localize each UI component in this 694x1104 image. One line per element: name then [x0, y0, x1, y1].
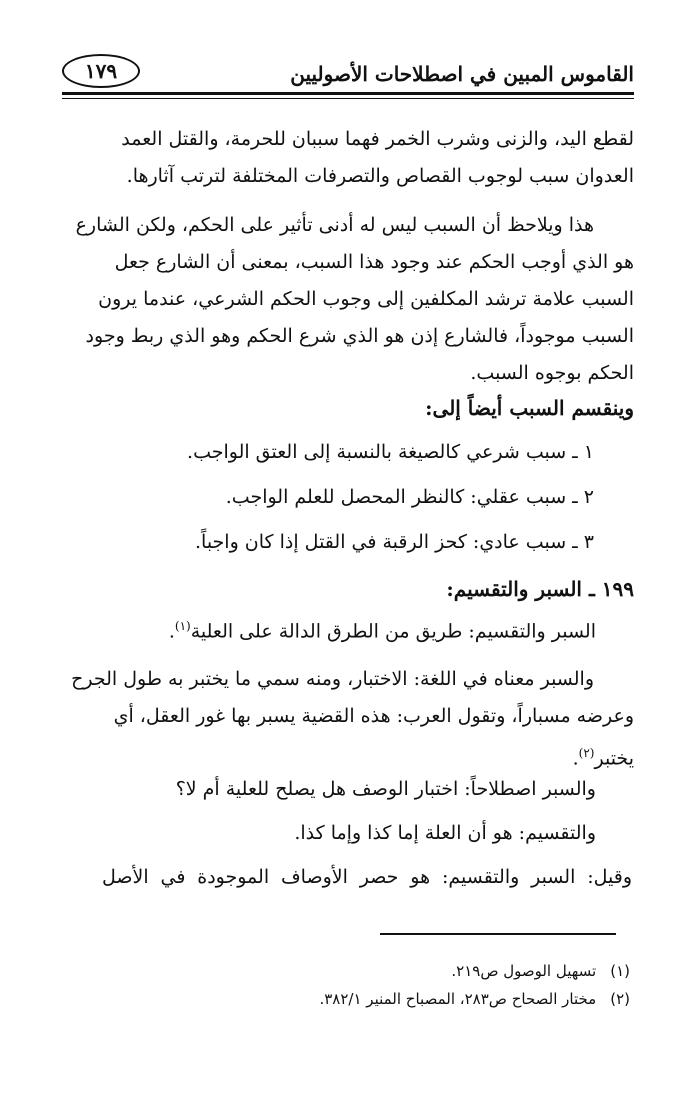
footnote-number: (٢) — [610, 990, 630, 1008]
paragraph-cutting-hand — [60, 121, 634, 195]
linguistic-end: . — [572, 747, 579, 770]
definition-line — [169, 619, 596, 642]
footnote-ref-1: (١) — [174, 619, 191, 633]
technical-sabr-line: والسبر اصطلاحاً: اختبار الوصف هل يصلح للعلية أم لا؟ — [175, 778, 596, 800]
definition-text: السبر والتقسيم: طريق من الطرق الدالة على العلية — [190, 620, 596, 643]
footnote-text: تسهيل الوصول ص٢١٩. — [451, 962, 597, 980]
header-rule-thick — [62, 92, 634, 95]
text-line: السبب موجوداً، فالشارع إذن هو الذي شرع الحكم وهو الذي ربط وجود — [85, 325, 634, 347]
division-item: ٣ ـ سبب عادي: كحز الرقبة في القتل إذا كان واجباً. — [195, 531, 594, 553]
page-number-badge: ١٧٩ — [62, 54, 140, 88]
page-header — [62, 52, 634, 92]
header-rule-thin — [62, 98, 634, 99]
entry-heading-sabr-taqsim: ١٩٩ ـ السبر والتقسيم: — [446, 577, 634, 601]
running-title: القاموس المبين في اصطلاحات الأصوليين — [290, 62, 634, 86]
technical-taqsim-line: والتقسيم: هو أن العلة إما كذا وإما كذا. — [294, 822, 596, 844]
definition-end: . — [168, 620, 175, 643]
text-line: العدوان سبب لوجوب القصاص والتصرفات المختلفة لترتب آثارها. — [126, 165, 634, 187]
division-heading: وينقسم السبب أيضاً إلى: — [425, 396, 634, 420]
text-line: هو الذي أوجب الحكم عند وجود هذا السبب، بمعنى أن الشارع جعل — [114, 251, 634, 273]
text-line: وعرضه مسباراً، وتقول العرب: هذه القضية يسبر بها غور العقل، أي — [113, 705, 634, 727]
text-line: والسبر معناه في اللغة: الاختبار، ومنه سمي ما يختبر به طول الجرح — [71, 668, 594, 690]
footnote-1 — [451, 962, 630, 980]
text-line: هذا ويلاحظ أن السبب ليس له أدنى تأثير على الحكم، ولكن الشارع — [75, 214, 594, 236]
division-item: ١ ـ سبب شرعي كالصيغة بالنسبة إلى العتق الواجب. — [187, 441, 594, 463]
paragraph-cause-no-effect — [60, 207, 634, 392]
footnote-number: (١) — [610, 962, 630, 980]
footnote-text: مختار الصحاح ص٢٨٣، المصباح المنير ٣٨٢/١. — [319, 990, 597, 1008]
text-line: السبب علامة ترشد المكلفين إلى وجوب الحكم الشرعي، عندما يرون — [98, 288, 634, 310]
text-line-last — [60, 735, 634, 777]
linguistic-word: يختبر — [594, 747, 634, 770]
text-line: الحكم بوجوه السبب. — [470, 362, 634, 384]
paragraph-linguistic — [60, 661, 634, 777]
footnote-ref-2: (٢) — [578, 746, 595, 760]
footnote-2 — [319, 990, 630, 1008]
footnote-separator — [380, 933, 616, 935]
qila-line: وقيل: السبر والتقسيم: هو حصر الأوصاف الموجودة في الأصل — [102, 866, 632, 888]
division-item: ٢ ـ سبب عقلي: كالنظر المحصل للعلم الواجب. — [225, 486, 594, 508]
text-line: لقطع اليد، والزنى وشرب الخمر فهما سببان للحرمة، والقتل العمد — [121, 128, 634, 150]
